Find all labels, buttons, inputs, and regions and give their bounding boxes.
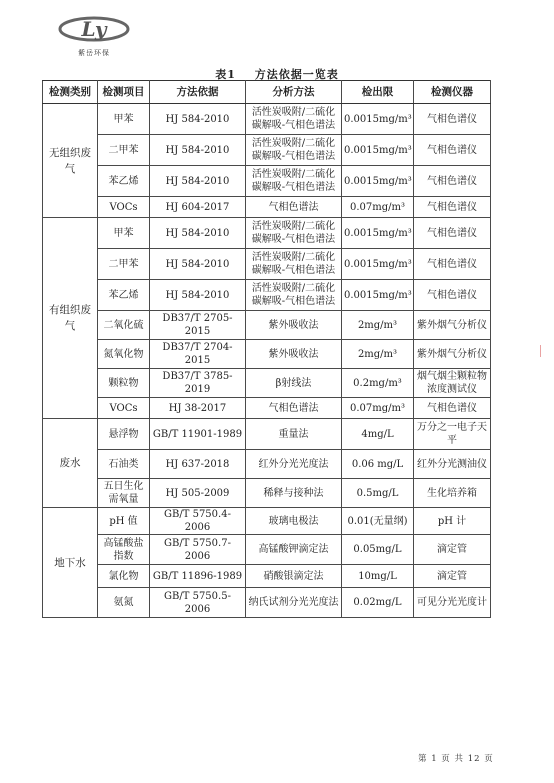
method-cell: 稀释与接种法 bbox=[246, 479, 342, 508]
instrument-cell: 生化培养箱 bbox=[414, 479, 491, 508]
limit-cell: 0.07mg/m³ bbox=[342, 197, 414, 218]
method-cell: 紫外吸收法 bbox=[246, 311, 342, 340]
table-row bbox=[43, 249, 491, 280]
standard-cell: HJ 637-2018 bbox=[150, 450, 246, 479]
method-cell: 活性炭吸附/二硫化碳解吸-气相色谱法 bbox=[246, 280, 342, 311]
method-cell: 硝酸银滴定法 bbox=[246, 565, 342, 588]
standard-cell: GB/T 11896-1989 bbox=[150, 565, 246, 588]
table-row bbox=[43, 565, 491, 588]
test-item-cell: 甲苯 bbox=[98, 104, 150, 135]
col-header: 检测仪器 bbox=[414, 81, 491, 104]
instrument-cell: 烟气烟尘颗粒物浓度测试仪 bbox=[414, 369, 491, 398]
instrument-cell: pH 计 bbox=[414, 508, 491, 535]
test-item-cell: 氨氮 bbox=[98, 588, 150, 618]
method-cell: 活性炭吸附/二硫化碳解吸-气相色谱法 bbox=[246, 135, 342, 166]
test-item-cell: 二甲苯 bbox=[98, 249, 150, 280]
limit-cell: 0.01(无量纲) bbox=[342, 508, 414, 535]
instrument-cell: 滴定管 bbox=[414, 565, 491, 588]
test-item-cell: 五日生化需氧量 bbox=[98, 479, 150, 508]
limit-cell: 0.5mg/L bbox=[342, 479, 414, 508]
method-cell: 玻璃电极法 bbox=[246, 508, 342, 535]
limit-cell: 0.0015mg/m³ bbox=[342, 166, 414, 197]
limit-cell: 2mg/m³ bbox=[342, 340, 414, 369]
method-cell: β射线法 bbox=[246, 369, 342, 398]
table-title-text: 方法依据一览表 bbox=[254, 68, 339, 81]
standard-cell: DB37/T 2704-2015 bbox=[150, 340, 246, 369]
limit-cell: 0.06 mg/L bbox=[342, 450, 414, 479]
method-cell: 活性炭吸附/二硫化碳解吸-气相色谱法 bbox=[246, 166, 342, 197]
limit-cell: 0.0015mg/m³ bbox=[342, 249, 414, 280]
scan-mark bbox=[540, 345, 541, 357]
instrument-cell: 气相色谱仪 bbox=[414, 280, 491, 311]
standard-cell: HJ 584-2010 bbox=[150, 104, 246, 135]
logo-text: 紫岳环保 bbox=[78, 49, 110, 57]
col-header: 方法依据 bbox=[150, 81, 246, 104]
test-item-cell: VOCs bbox=[98, 197, 150, 218]
limit-cell: 0.02mg/L bbox=[342, 588, 414, 618]
standard-cell: HJ 584-2010 bbox=[150, 249, 246, 280]
test-item-cell: pH 值 bbox=[98, 508, 150, 535]
limit-cell: 0.0015mg/m³ bbox=[342, 218, 414, 249]
table-row bbox=[43, 508, 491, 535]
limit-cell: 0.0015mg/m³ bbox=[342, 135, 414, 166]
instrument-cell: 红外分光测油仪 bbox=[414, 450, 491, 479]
method-cell: 红外分光光度法 bbox=[246, 450, 342, 479]
method-cell: 气相色谱法 bbox=[246, 398, 342, 419]
method-cell: 高锰酸钾滴定法 bbox=[246, 535, 342, 565]
col-header: 检出限 bbox=[342, 81, 414, 104]
table-row bbox=[43, 280, 491, 311]
table-row bbox=[43, 218, 491, 249]
table-row bbox=[43, 479, 491, 508]
category-cell: 有组织废气 bbox=[43, 218, 98, 419]
table-row bbox=[43, 340, 491, 369]
instrument-cell: 气相色谱仪 bbox=[414, 104, 491, 135]
table-row bbox=[43, 588, 491, 618]
limit-cell: 0.2mg/m³ bbox=[342, 369, 414, 398]
col-header: 分析方法 bbox=[246, 81, 342, 104]
limit-cell: 2mg/m³ bbox=[342, 311, 414, 340]
method-cell: 紫外吸收法 bbox=[246, 340, 342, 369]
col-header: 检测项目 bbox=[98, 81, 150, 104]
standard-cell: DB37/T 3785-2019 bbox=[150, 369, 246, 398]
test-item-cell: VOCs bbox=[98, 398, 150, 419]
limit-cell: 0.05mg/L bbox=[342, 535, 414, 565]
category-cell: 地下水 bbox=[43, 508, 98, 618]
instrument-cell: 气相色谱仪 bbox=[414, 249, 491, 280]
instrument-cell: 气相色谱仪 bbox=[414, 166, 491, 197]
instrument-cell: 万分之一电子天平 bbox=[414, 419, 491, 450]
instrument-cell: 气相色谱仪 bbox=[414, 197, 491, 218]
method-cell: 纳氏试剂分光光度法 bbox=[246, 588, 342, 618]
table-row bbox=[43, 369, 491, 398]
test-item-cell: 氮氧化物 bbox=[98, 340, 150, 369]
svg-text:Ly: Ly bbox=[81, 17, 107, 41]
table-row bbox=[43, 135, 491, 166]
test-item-cell: 石油类 bbox=[98, 450, 150, 479]
page-number: 第 1 页 共 12 页 bbox=[418, 754, 494, 764]
table-row bbox=[43, 535, 491, 565]
standard-cell: HJ 584-2010 bbox=[150, 218, 246, 249]
table-row bbox=[43, 311, 491, 340]
standard-cell: GB/T 5750.7-2006 bbox=[150, 535, 246, 565]
method-cell: 活性炭吸附/二硫化碳解吸-气相色谱法 bbox=[246, 104, 342, 135]
instrument-cell: 紫外烟气分析仪 bbox=[414, 340, 491, 369]
standard-cell: HJ 505-2009 bbox=[150, 479, 246, 508]
test-item-cell: 甲苯 bbox=[98, 218, 150, 249]
standard-cell: HJ 604-2017 bbox=[150, 197, 246, 218]
test-item-cell: 苯乙烯 bbox=[98, 166, 150, 197]
method-cell: 活性炭吸附/二硫化碳解吸-气相色谱法 bbox=[246, 249, 342, 280]
test-item-cell: 悬浮物 bbox=[98, 419, 150, 450]
test-item-cell: 氯化物 bbox=[98, 565, 150, 588]
test-item-cell: 苯乙烯 bbox=[98, 280, 150, 311]
limit-cell: 10mg/L bbox=[342, 565, 414, 588]
instrument-cell: 滴定管 bbox=[414, 535, 491, 565]
standard-cell: GB/T 11901-1989 bbox=[150, 419, 246, 450]
standard-cell: HJ 38-2017 bbox=[150, 398, 246, 419]
table-row bbox=[43, 197, 491, 218]
logo-mark-icon bbox=[44, 12, 144, 46]
test-item-cell: 二氧化硫 bbox=[98, 311, 150, 340]
methods-table bbox=[42, 80, 491, 618]
limit-cell: 4mg/L bbox=[342, 419, 414, 450]
standard-cell: HJ 584-2010 bbox=[150, 166, 246, 197]
table-header-row bbox=[43, 81, 491, 104]
instrument-cell: 气相色谱仪 bbox=[414, 135, 491, 166]
test-item-cell: 二甲苯 bbox=[98, 135, 150, 166]
standard-cell: GB/T 5750.4-2006 bbox=[150, 508, 246, 535]
category-cell: 废水 bbox=[43, 419, 98, 508]
instrument-cell: 气相色谱仪 bbox=[414, 218, 491, 249]
instrument-cell: 紫外烟气分析仪 bbox=[414, 311, 491, 340]
standard-cell: HJ 584-2010 bbox=[150, 135, 246, 166]
method-cell: 重量法 bbox=[246, 419, 342, 450]
table-row bbox=[43, 419, 491, 450]
table-row bbox=[43, 450, 491, 479]
instrument-cell: 可见分光光度计 bbox=[414, 588, 491, 618]
company-logo bbox=[44, 12, 144, 58]
method-cell: 气相色谱法 bbox=[246, 197, 342, 218]
col-header: 检测类别 bbox=[43, 81, 98, 104]
table-row bbox=[43, 166, 491, 197]
category-cell: 无组织废气 bbox=[43, 104, 98, 218]
standard-cell: GB/T 5750.5-2006 bbox=[150, 588, 246, 618]
limit-cell: 0.0015mg/m³ bbox=[342, 280, 414, 311]
method-cell: 活性炭吸附/二硫化碳解吸-气相色谱法 bbox=[246, 218, 342, 249]
test-item-cell: 颗粒物 bbox=[98, 369, 150, 398]
limit-cell: 0.0015mg/m³ bbox=[342, 104, 414, 135]
standard-cell: DB37/T 2705-2015 bbox=[150, 311, 246, 340]
standard-cell: HJ 584-2010 bbox=[150, 280, 246, 311]
table-row bbox=[43, 398, 491, 419]
table-number: 表1 bbox=[215, 68, 236, 81]
instrument-cell: 气相色谱仪 bbox=[414, 398, 491, 419]
table-row bbox=[43, 104, 491, 135]
test-item-cell: 高锰酸盐指数 bbox=[98, 535, 150, 565]
limit-cell: 0.07mg/m³ bbox=[342, 398, 414, 419]
